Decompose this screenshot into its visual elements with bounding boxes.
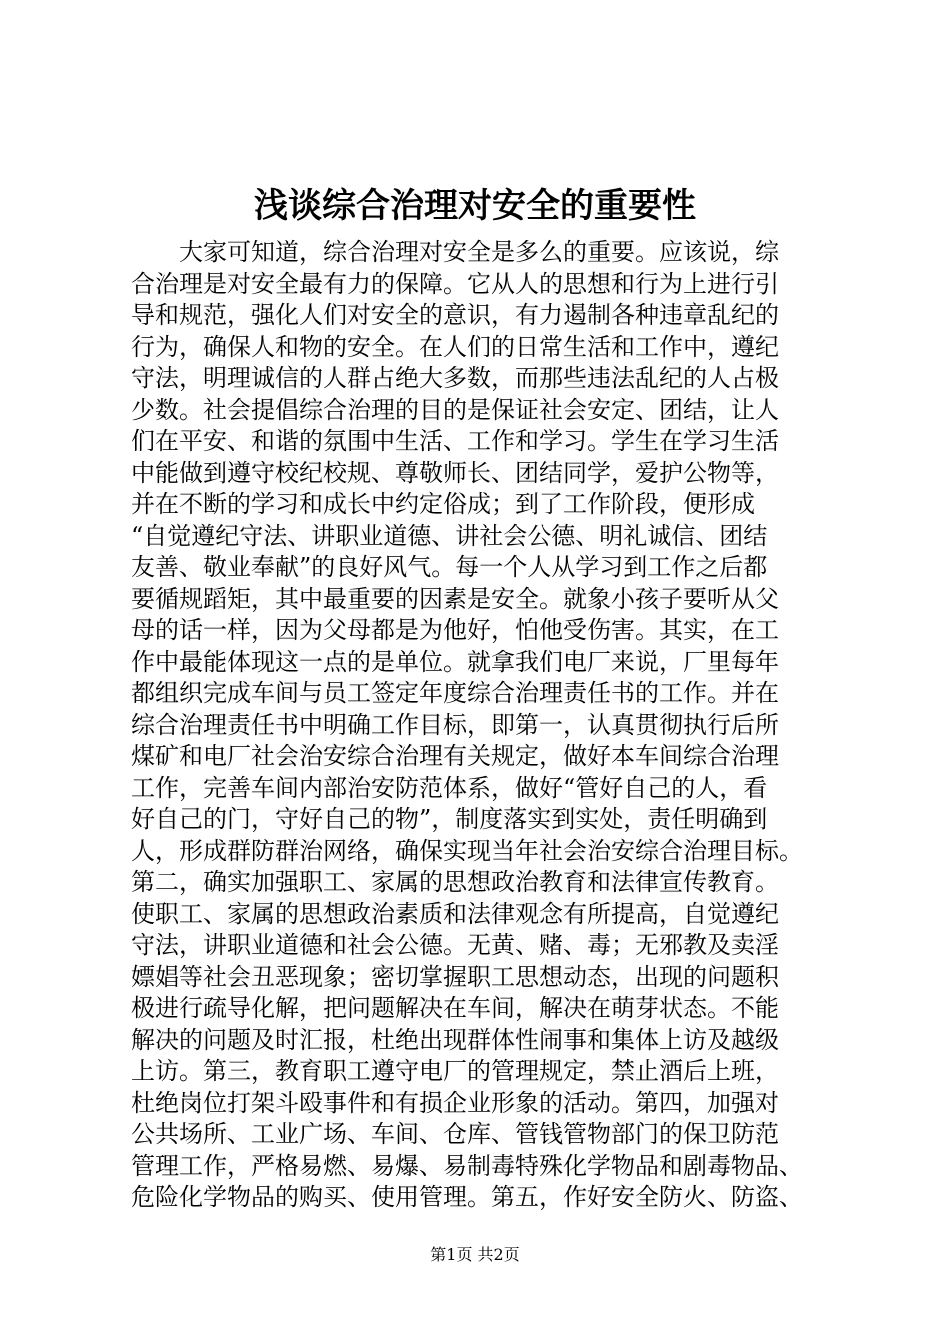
- page-footer: 第1页 共2页: [430, 1245, 520, 1264]
- body-line: 都组织完成车间与员工签定年度综合治理责任书的工作。并在: [131, 679, 779, 707]
- body-line: 上访。第三，教育职工遵守电厂的管理规定，禁止酒后上班，: [131, 1057, 779, 1085]
- body-line: 作中最能体现这一点的是单位。就拿我们电厂来说，厂里每年: [131, 647, 779, 676]
- body-line: “自觉遵纪守法、讲职业道德、讲社会公德、明礼诚信、团结: [131, 521, 768, 550]
- body-line: 要循规蹈矩，其中最重要的因素是安全。就象小孩子要听从父: [131, 584, 779, 613]
- document-body: [131, 237, 831, 1214]
- body-line: 行为，确保人和物的安全。在人们的日常生活和工作中，遵纪: [131, 332, 779, 361]
- body-line: 管理工作，严格易燃、易爆、易制毒特殊化学物品和剧毒物品、: [131, 1151, 803, 1180]
- body-line: 守法，明理诚信的人群占绝大多数，而那些违法乱纪的人占极: [131, 364, 779, 392]
- body-line: 大家可知道，综合治理对安全是多么的重要。应该说，综: [131, 238, 779, 266]
- body-line: 少数。社会提倡综合治理的目的是保证社会安定、团结，让人: [131, 395, 779, 424]
- body-line: 合治理是对安全最有力的保障。它从人的思想和行为上进行引: [131, 269, 779, 298]
- body-line: 公共场所、工业广场、车间、仓库、管钱管物部门的保卫防范: [131, 1120, 779, 1148]
- body-line: 导和规范，强化人们对安全的意识，有力遏制各种违章乱纪的: [131, 301, 779, 329]
- body-line: 人，形成群防群治网络，确保实现当年社会治安综合治理目标。: [131, 836, 803, 865]
- body-line: 友善、敬业奉献”的良好风气。每一个人从学习到工作之后都: [131, 553, 768, 581]
- body-line: 解决的问题及时汇报，杜绝出现群体性闹事和集体上访及越级: [131, 1025, 779, 1054]
- body-line: 综合治理责任书中明确工作目标，即第一，认真贯彻执行后所: [131, 710, 779, 739]
- body-line: 使职工、家属的思想政治素质和法律观念有所提高，自觉遵纪: [131, 899, 779, 928]
- body-line: 中能做到遵守校纪校规、尊敬师长、团结同学，爱护公物等，: [131, 458, 779, 487]
- body-line: 们在平安、和谐的氛围中生活、工作和学习。学生在学习生活: [131, 427, 779, 455]
- body-line: 杜绝岗位打架斗殴事件和有损企业形象的活动。第四，加强对: [131, 1088, 779, 1117]
- body-line: 极进行疏导化解，把问题解决在车间，解决在萌芽状态。不能: [131, 994, 779, 1022]
- body-line: 煤矿和电厂社会治安综合治理有关规定，做好本车间综合治理: [131, 742, 779, 770]
- body-line: 危险化学物品的购买、使用管理。第五，作好安全防火、防盗、: [131, 1183, 803, 1211]
- document-title: 浅谈综合治理对安全的重要性: [254, 186, 696, 226]
- body-line: 母的话一样，因为父母都是为他好，怕他受伤害。其实，在工: [131, 616, 779, 644]
- body-line: 好自己的门，守好自己的物”，制度落实到实处，责任明确到: [131, 805, 768, 833]
- body-line: 守法，讲职业道德和社会公德。无黄、赌、毒；无邪教及卖淫: [131, 931, 779, 959]
- body-line: 并在不断的学习和成长中约定俗成；到了工作阶段，便形成: [131, 490, 755, 518]
- body-line: 工作，完善车间内部治安防范体系，做好“管好自己的人，看: [131, 773, 768, 802]
- body-line: 第二，确实加强职工、家属的思想政治教育和法律宣传教育。: [131, 868, 779, 896]
- body-line: 嫖娼等社会丑恶现象；密切掌握职工思想动态，出现的问题积: [131, 962, 779, 991]
